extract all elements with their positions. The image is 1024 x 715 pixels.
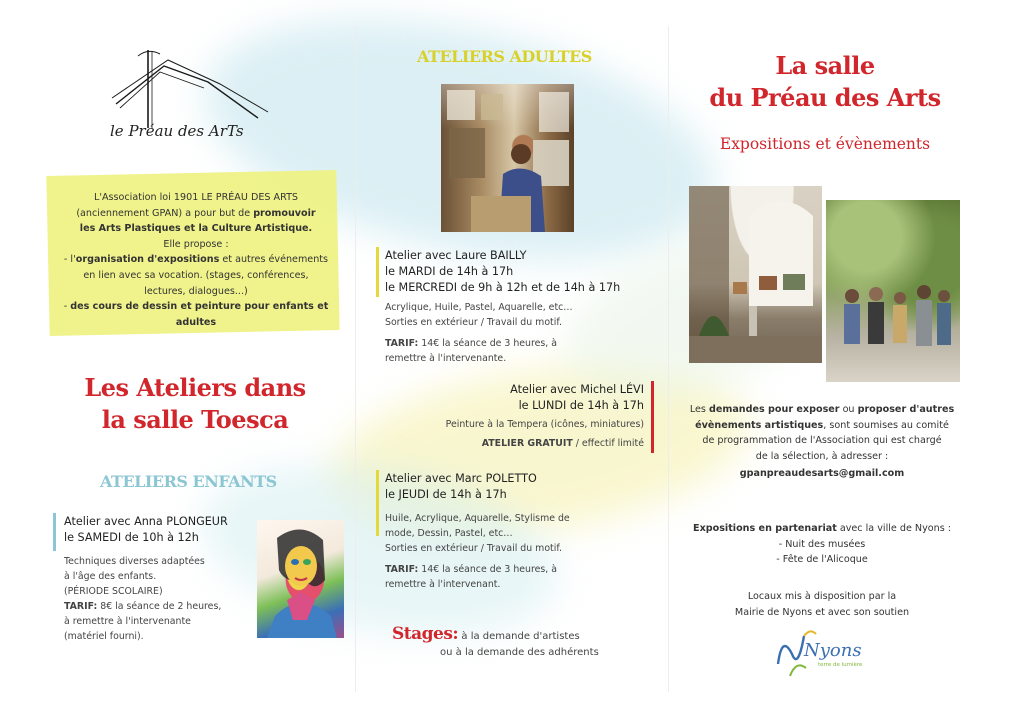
enfants-accent-bar [53, 513, 56, 551]
laure-accent-bar [376, 247, 379, 297]
preau-logo [108, 48, 288, 158]
intro-line: lectures, dialogues...) [144, 285, 248, 297]
adult-workshop-photo [441, 84, 574, 232]
ateliers-title: Les Ateliers dans la salle Toesca [84, 373, 306, 434]
child-portrait-painting [257, 520, 344, 638]
ateliers-enfants-heading: ATELIERS ENFANTS [100, 472, 277, 491]
atelier-anna: Atelier avec Anna PLONGEUR le SAMEDI de 10h à 12h Techniques diverses adaptées à l'âge des enfants. (PÉRIODE SCOLAIRE) TARIF: 8€ la séance de 2 heures, à remettre à l'intervenante (matériel fourni). [64, 515, 228, 642]
michel-accent-bar [651, 381, 654, 453]
atelier-michel: Atelier avec Michel LÉVI le LUNDI de 14h à 17h Peinture à la Tempera (icônes, miniatures) ATELIER GRATUIT / effectif limité [445, 383, 644, 449]
ateliers-adultes-heading: ATELIERS ADULTES [417, 47, 592, 66]
stages-block: Stages: à la demande d'artistes ou à la demande des adhérents [392, 624, 599, 658]
nyons-logo-text: Nyons [804, 640, 862, 661]
intro-line: adultes [175, 316, 217, 328]
logo-text: le Préau des ArTs [110, 122, 244, 140]
nyons-logo [770, 624, 870, 680]
contact-email[interactable]: gpanpreaudesarts@gmail.com [739, 468, 905, 480]
intro-line: - des cours de dessin et peinture pour enfants et [63, 301, 329, 313]
atelier-laure: Atelier avec Laure BAILLY le MARDI de 14h à 17h le MERCREDI de 9h à 12h et de 14h à 17h Acrylique, Huile, Pastel, Aquarelle, etc… Sorties en extérieur / Travail du motif. TARIF: 14€ la séance de 3 heures, à remettre à l'intervenante. [385, 249, 621, 364]
roof-icon [108, 48, 288, 128]
exhibition-hall-photo [689, 186, 822, 363]
partnership-text: Expositions en partenariat avec la ville de Nyons : - Nuit des musées - Fête de l'Alicoque [693, 523, 951, 566]
salle-subtitle: Expositions et évènements [719, 135, 931, 153]
marc-accent-bar [376, 470, 379, 536]
nyons-tagline: terre de lumière [818, 662, 863, 668]
intro-line: L'Association loi 1901 LE PRÉAU DES ARTS [93, 192, 299, 203]
fold-line-left [355, 26, 356, 692]
fold-line-right [668, 26, 669, 692]
garden-event-photo [826, 200, 960, 382]
intro-text [52, 190, 340, 330]
intro-line: Elle propose : [163, 238, 229, 250]
intro-line: en lien avec sa vocation. (stages, conférences, [83, 269, 309, 281]
expo-request-text: Les demandes pour exposer ou proposer d'autres évènements artistiques, sont soumises au comité de programmation de l'Association qui est chargé de la sélection, à adresser : gpanpreaudesarts@gmail.com [680, 402, 964, 482]
intro-line: les Arts Plastiques et la Culture Artistique. [79, 223, 313, 235]
atelier-marc: Atelier avec Marc POLETTO le JEUDI de 14h à 17h Huile, Acrylique, Aquarelle, Stylisme de mode, Dessin, Pastel, etc… Sorties en extérieur / Travail du motif. TARIF: 14€ la séance de 3 heures, à remettre à l'intervenant. [385, 472, 570, 590]
intro-line: - l'organisation d'expositions et autres événements [63, 254, 329, 266]
salle-title: La salle du Préau des Arts [709, 51, 941, 112]
intro-line: (anciennement GPAN) a pour but de promouvoir [76, 207, 316, 219]
locaux-text: Locaux mis à disposition par la Mairie de Nyons et avec son soutien [734, 591, 910, 618]
